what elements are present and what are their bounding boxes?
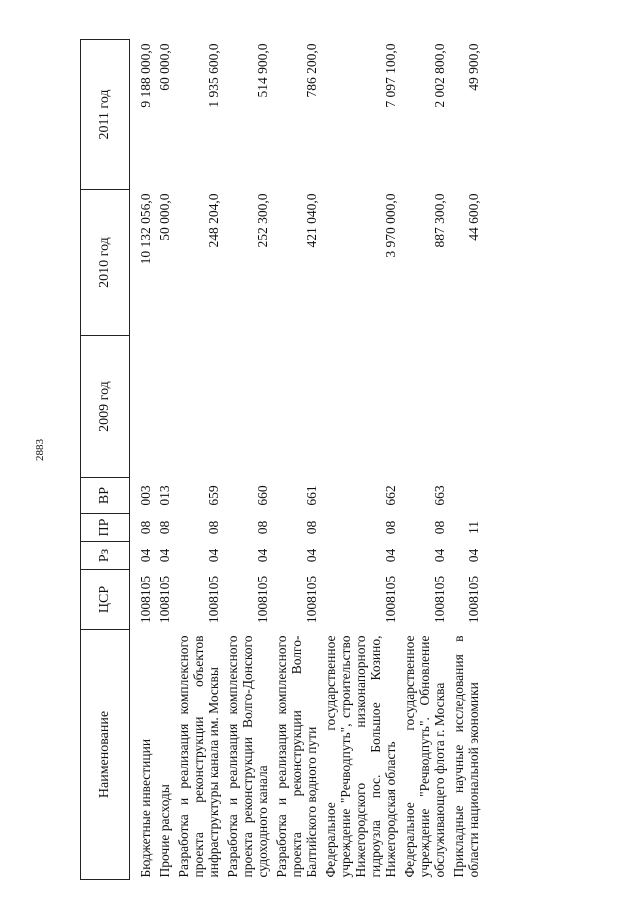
row-2010: 252 300,0 — [255, 193, 270, 248]
budget-table — [80, 39, 485, 880]
row-2011: 9 188 000,0 — [138, 43, 153, 108]
row-vr: 659 — [206, 485, 221, 506]
row-vr: 013 — [157, 485, 172, 506]
row-rz: 04 — [304, 548, 319, 563]
row-pr: 08 — [206, 520, 221, 535]
row-pr: 08 — [157, 520, 172, 535]
table-row — [402, 40, 451, 880]
row-2011: 514 900,0 — [255, 43, 270, 98]
row-2011: 60 000,0 — [157, 43, 172, 91]
row-pr: 08 — [138, 520, 153, 535]
row-csr: 1008105 — [466, 575, 481, 624]
row-2009 — [451, 336, 485, 478]
row-csr: 1008105 — [255, 575, 270, 624]
row-2009 — [176, 336, 225, 478]
table-header-row — [81, 40, 130, 880]
row-csr: 1008105 — [304, 575, 319, 624]
row-2011: 7 097 100,0 — [383, 43, 398, 108]
row-2010: 3 970 000,0 — [383, 193, 398, 258]
row-name: Бюджетные инвестиции — [138, 738, 153, 878]
row-name: Прикладные научные исследования в области национальной экономики — [451, 635, 481, 878]
header-2009: 2009 год — [81, 336, 130, 478]
table-row — [157, 40, 176, 880]
row-vr: 660 — [255, 485, 270, 506]
row-rz: 04 — [138, 548, 153, 563]
header-2011: 2011 год — [81, 40, 130, 190]
row-name: Разработка и реализация комплексного проекта реконструкции Волго-Донского судоходного канала — [225, 635, 270, 878]
row-2010: 10 132 056,0 — [138, 193, 153, 265]
row-2010: 50 000,0 — [157, 193, 172, 241]
row-pr: 08 — [432, 520, 447, 535]
row-pr: 11 — [466, 521, 481, 534]
header-rz: Рз — [81, 542, 130, 570]
rotated-page-content — [80, 40, 560, 880]
row-2011: 786 200,0 — [304, 43, 319, 98]
row-pr: 08 — [255, 520, 270, 535]
row-name: Прочие расходы — [157, 784, 172, 878]
row-rz: 04 — [206, 548, 221, 563]
row-rz: 04 — [466, 548, 481, 563]
row-csr: 1008105 — [206, 575, 221, 624]
table-row — [138, 40, 157, 880]
row-vr: 662 — [383, 485, 398, 506]
row-name: Разработка и реализация комплексного проекта реконструкции Волго-Балтийского водного пути — [274, 635, 319, 878]
row-rz: 04 — [255, 548, 270, 563]
row-vr: 661 — [304, 485, 319, 506]
row-vr: 663 — [432, 485, 447, 506]
row-2009 — [225, 336, 274, 478]
row-2009 — [274, 336, 323, 478]
table-row — [451, 40, 485, 880]
row-vr: 003 — [138, 485, 153, 506]
page-number: 2883 — [34, 439, 46, 461]
row-pr: 08 — [383, 520, 398, 535]
header-vr: ВР — [81, 478, 130, 514]
table-row — [225, 40, 274, 880]
header-2010: 2010 год — [81, 190, 130, 336]
row-2011: 1 935 600,0 — [206, 43, 221, 108]
row-name: Федеральное государственное учреждение "Речводпуть". Обновление обслуживающего флота г. Москва — [402, 635, 447, 878]
row-2010: 421 040,0 — [304, 193, 319, 248]
row-vr — [451, 478, 485, 514]
row-name: Федеральное государственное учреждение "Речводпуть", строительство Нижегородского низконапорного гидроузла пос. Большое Козино, Нижегородская область — [323, 635, 398, 878]
table-row — [176, 40, 225, 880]
row-2011: 2 002 800,0 — [432, 43, 447, 108]
table-row — [323, 40, 402, 880]
row-rz: 04 — [432, 548, 447, 563]
row-2009 — [157, 336, 176, 478]
row-2010: 44 600,0 — [466, 193, 481, 241]
table-row — [274, 40, 323, 880]
header-csr: ЦСР — [81, 570, 130, 630]
row-csr: 1008105 — [432, 575, 447, 624]
header-name: Наименование — [81, 630, 130, 880]
row-csr: 1008105 — [138, 575, 153, 624]
row-csr: 1008105 — [383, 575, 398, 624]
row-2009 — [138, 336, 157, 478]
row-rz: 04 — [383, 548, 398, 563]
row-pr: 08 — [304, 520, 319, 535]
row-name: Разработка и реализация комплексного проекта реконструкции объектов инфраструктуры канала им. Москвы — [176, 635, 221, 878]
row-2009 — [323, 336, 402, 478]
row-2011: 49 900,0 — [466, 43, 481, 91]
row-2010: 248 204,0 — [206, 193, 221, 248]
header-pr: ПР — [81, 514, 130, 542]
row-2010: 887 300,0 — [432, 193, 447, 248]
row-csr: 1008105 — [157, 575, 172, 624]
row-rz: 04 — [157, 548, 172, 563]
row-2009 — [402, 336, 451, 478]
